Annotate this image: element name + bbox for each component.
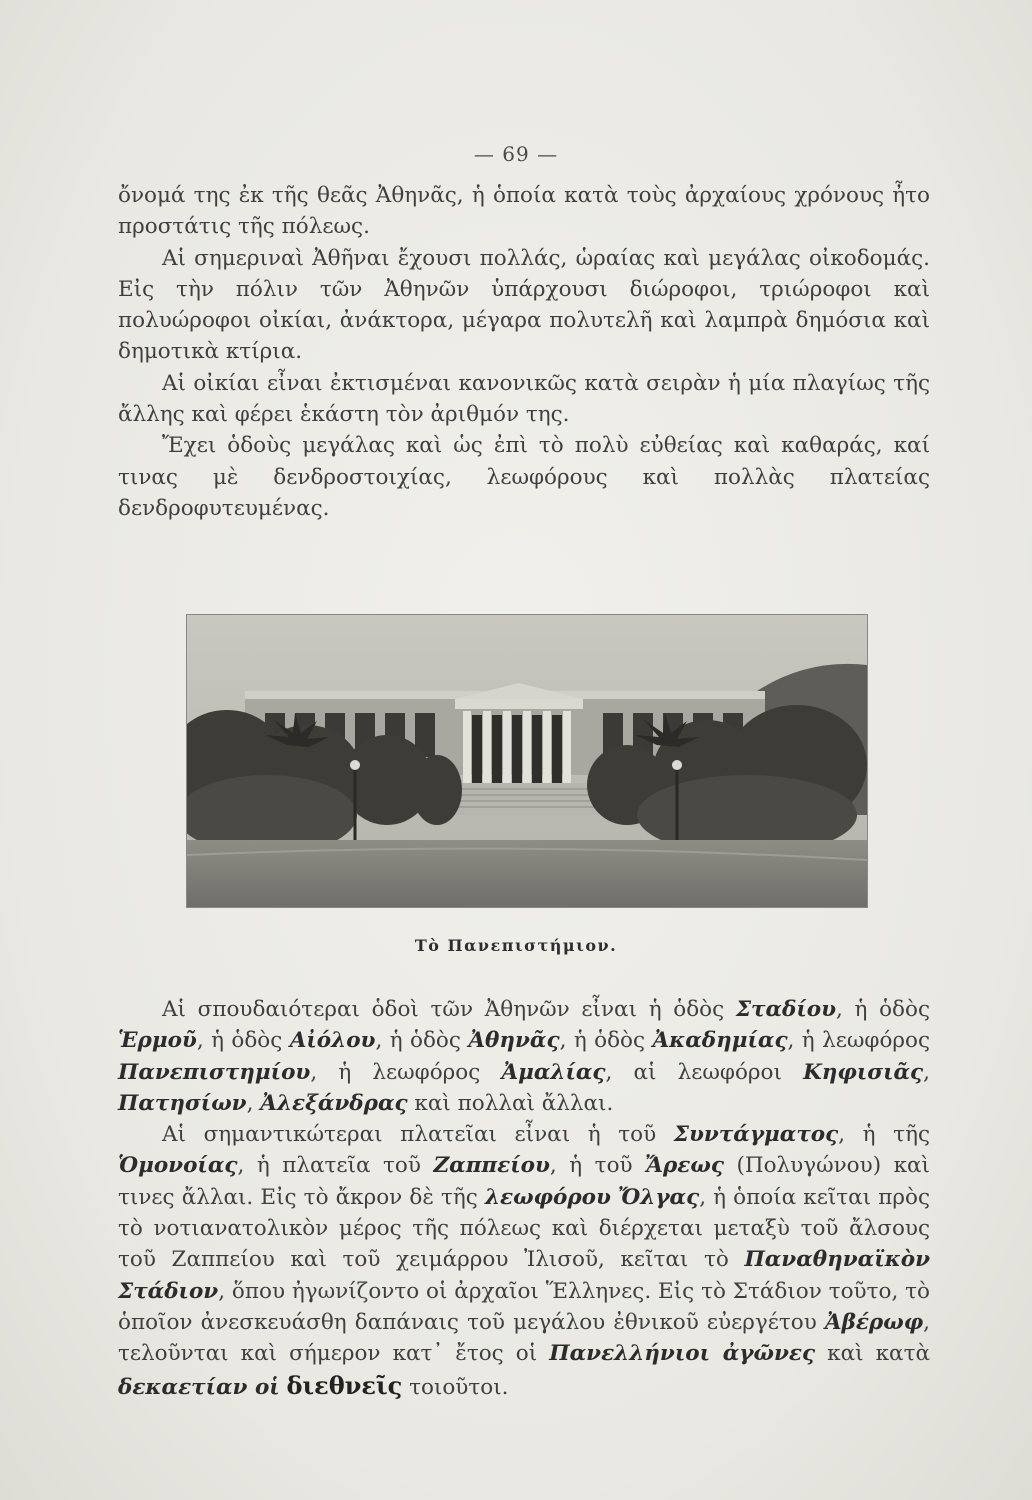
text-run: , ἡ ὁποία κεῖται πρὸς τὸ νοτιανατολικὸν μέρος τῆς πόλεως καὶ διέρχεται μεταξὺ τοῦ ἄλσους τοῦ Ζαππείου καὶ τοῦ χειμάρρου Ἰλισοῦ, κεῖται τὸ (118, 1184, 930, 1273)
text-run: , ἡ ὁδὸς (559, 1028, 653, 1054)
text-run: Ἔχει ὁδοὺς μεγάλας καὶ ὡς ἐπὶ τὸ πολὺ εὐθείας καὶ καθαράς, καί τινας μὲ δενδροστοιχίας, λεωφόρους καὶ πολλὰς πλατείας δενδροφυτευμένας. (118, 433, 930, 521)
emphasized-term: δεκαετίαν οἱ (118, 1374, 280, 1400)
paragraph (118, 1119, 930, 1403)
page-number: — 69 — (473, 142, 559, 166)
emphasized-term: λεωφόρου (484, 1184, 611, 1210)
emphasized-term: Ἀμαλίας (501, 1059, 606, 1085)
top-text-block (118, 180, 930, 524)
emphasized-term: Πατησίων (118, 1090, 247, 1116)
text-run: , αἱ λεωφόροι (605, 1059, 804, 1085)
emphasized-term: Πανεπιστημίου (118, 1059, 311, 1085)
emphasized-term: Συντάγματος (673, 1122, 839, 1148)
text-run: , ἡ ὁδὸς (836, 997, 930, 1022)
text-run: , (246, 1090, 261, 1116)
text-run: , ἡ ὁδὸς (375, 1028, 469, 1054)
text-run: ὄνομά της ἐκ τῆς θεᾶς Ἀθηνᾶς, ἡ ὁποία κατὰ τοὺς ἀρχαίους χρόνους ἦτο προστάτις τῆς πόλεως. (118, 183, 930, 240)
text-run: , τελοῦνται καὶ σήμερον κατ᾽ ἔτος οἱ (118, 1309, 930, 1367)
ground (187, 840, 867, 907)
text-run: , ὅπου ἠγωνίζοντο οἱ ἀρχαῖοι Ἕλληνες. Εἰς τὸ Στάδιον τοῦτο, τὸ ὁποῖον ἀνεσκευάσθη δαπάναις τοῦ μεγάλου ἐθνικοῦ εὐεργέτου (118, 1278, 930, 1335)
paragraph (118, 430, 930, 524)
emphasized-term: Ζαππείου (433, 1153, 550, 1179)
text-run (611, 1185, 618, 1210)
emphasized-term: Αἰόλου (289, 1028, 376, 1054)
emphasized-term: Ἀκαδημίας (652, 1028, 788, 1054)
text-run: Αἱ σημεριναὶ Ἀθῆναι ἔχουσι πολλάς, ὡραίας καὶ μεγάλας οἰκοδομάς. Εἰς τὴν πόλιν τῶν Ἀθηνῶν ὑπάρχουσι διώροφοι, τριώροφοι καὶ πολυώροφοι οἰκίαι, ἀνάκτορα, μέγαρα πολυτελῆ καὶ λαμπρὰ δημόσια καὶ δημοτικὰ κτίρια. (118, 245, 930, 365)
text-run: , (923, 1059, 930, 1085)
emphasized-term: Ὁμονοίας (118, 1153, 238, 1179)
text-run: , ἡ λεωφόρος (787, 1028, 931, 1054)
text-run: καὶ πολλαὶ ἄλλαι. (407, 1090, 614, 1116)
text-run: , ἡ τοῦ (549, 1153, 646, 1179)
emphasized-term: Ἀλεξάνδρας (260, 1090, 408, 1116)
text-run: , ἡ τῆς (838, 1122, 930, 1148)
emphasized-term: Ἑρμοῦ (118, 1028, 197, 1054)
emphasized-term: Πανελλήνιοι ἀγῶνες (549, 1341, 816, 1367)
emphasized-term: διεθνεῖς (286, 1370, 403, 1400)
text-run: Αἱ οἰκίαι εἶναι ἐκτισμέναι κανονικῶς κατὰ σειρὰν ἡ μία πλαγίως τῆς ἄλλης καὶ φέρει ἑκάστη τὸν ἀριθμόν της. (118, 370, 930, 428)
text-run: , ἡ λεωφόρος (310, 1059, 502, 1085)
emphasized-term: Κηφισιᾶς (803, 1059, 924, 1085)
emphasized-term: Ἀθηνᾶς (468, 1028, 560, 1054)
text-run: Αἱ σημαντικώτεραι πλατεῖαι εἶναι ἡ τοῦ (162, 1122, 674, 1148)
emphasized-term: Ἀβέρωφ (824, 1309, 924, 1335)
figure-caption: Τὸ Πανεπιστήμιον. (414, 936, 618, 955)
emphasized-term: Παναθηναϊκὸν Στάδιον (118, 1247, 930, 1304)
text-run: , ἡ ὁδὸς (196, 1028, 290, 1054)
paragraph (118, 180, 930, 243)
emphasized-term: Σταδίου (735, 997, 837, 1022)
emphasized-term: Ἄρεως (645, 1153, 724, 1179)
text-run: Αἱ σπουδαιότεραι ὁδοὶ τῶν Ἀθηνῶν εἶναι ἡ ὁδὸς (162, 997, 736, 1022)
text-run: καὶ κατὰ (815, 1341, 930, 1367)
bottom-text-block (118, 994, 930, 1403)
text-run: (Πολυγώνου) καὶ τινες ἄλλαι. Εἰς τὸ ἄκρον δὲ τῆς (118, 1153, 930, 1210)
paragraph (118, 994, 930, 1119)
paragraph (118, 368, 930, 431)
university-photograph (186, 614, 868, 908)
text-run (280, 1375, 287, 1400)
text-run: τοιοῦτοι. (402, 1374, 509, 1400)
emphasized-term: Ὄλγας (618, 1184, 700, 1210)
paragraph (118, 243, 930, 368)
text-run: , ἡ πλατεῖα τοῦ (237, 1153, 434, 1179)
